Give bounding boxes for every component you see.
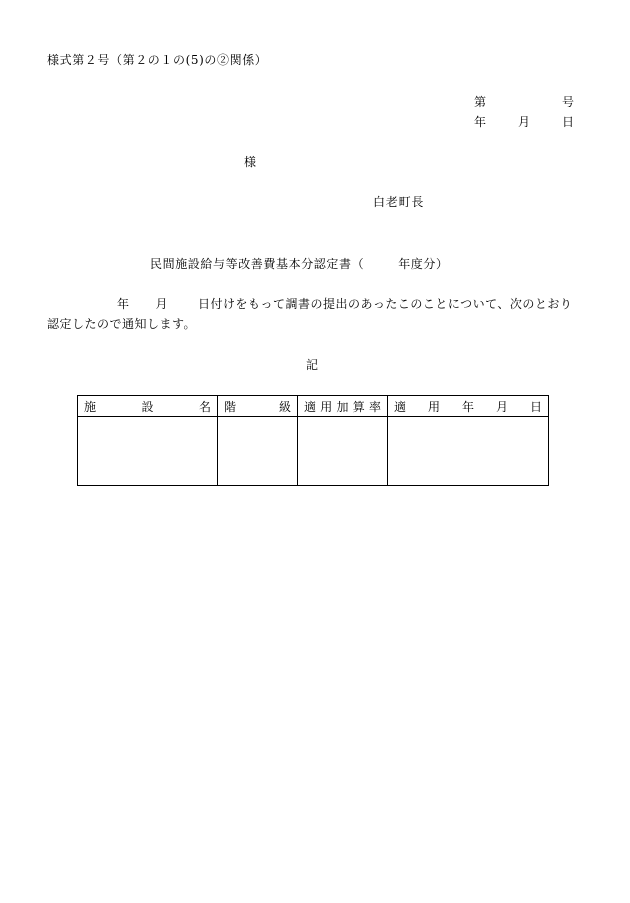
header-rate-label: 適 用 加 算 率: [304, 399, 381, 414]
cell-rate: [298, 417, 388, 486]
body-text: 日付けをもって調書の提出のあったこのことについて、次のとおり認定したので通知します。: [47, 297, 573, 331]
doc-date-month: 月: [517, 115, 530, 129]
header-facility-name: [78, 396, 218, 417]
document-date: [474, 114, 574, 130]
header-rank-label: 階 級: [224, 399, 291, 414]
addressee: 様: [244, 155, 257, 169]
table-row: [78, 417, 549, 486]
doc-number-prefix: 第: [474, 95, 487, 109]
body-month: 月: [155, 297, 169, 311]
header-rank: [218, 396, 298, 417]
document-title: [150, 256, 449, 272]
header-facility-name-label: 施 設 名: [84, 399, 211, 414]
header-apply-date: [388, 396, 549, 417]
header-rate: [298, 396, 388, 417]
cell-facility-name: [78, 417, 218, 486]
body-year: 年: [117, 297, 130, 311]
cell-rank: [218, 417, 298, 486]
doc-number-suffix: 号: [561, 95, 574, 109]
header-apply-date-label: 適 用 年 月 日: [394, 399, 542, 414]
sender-name: 白老町長: [373, 195, 425, 209]
form-number: 様式第２号（第２の１の(5)の②関係）: [47, 53, 268, 67]
doc-date-year: 年: [474, 115, 487, 129]
document-number: [474, 94, 574, 110]
title-main: 民間施設給与等改善費基本分認定書（: [150, 257, 365, 271]
certification-table: [77, 395, 549, 486]
title-end: 年度分）: [398, 257, 449, 271]
table-header-row: [78, 396, 549, 417]
cell-apply-date: [388, 417, 549, 486]
body-paragraph: [47, 294, 583, 334]
ki-heading: 記: [306, 358, 319, 372]
doc-date-day: 日: [561, 115, 574, 129]
